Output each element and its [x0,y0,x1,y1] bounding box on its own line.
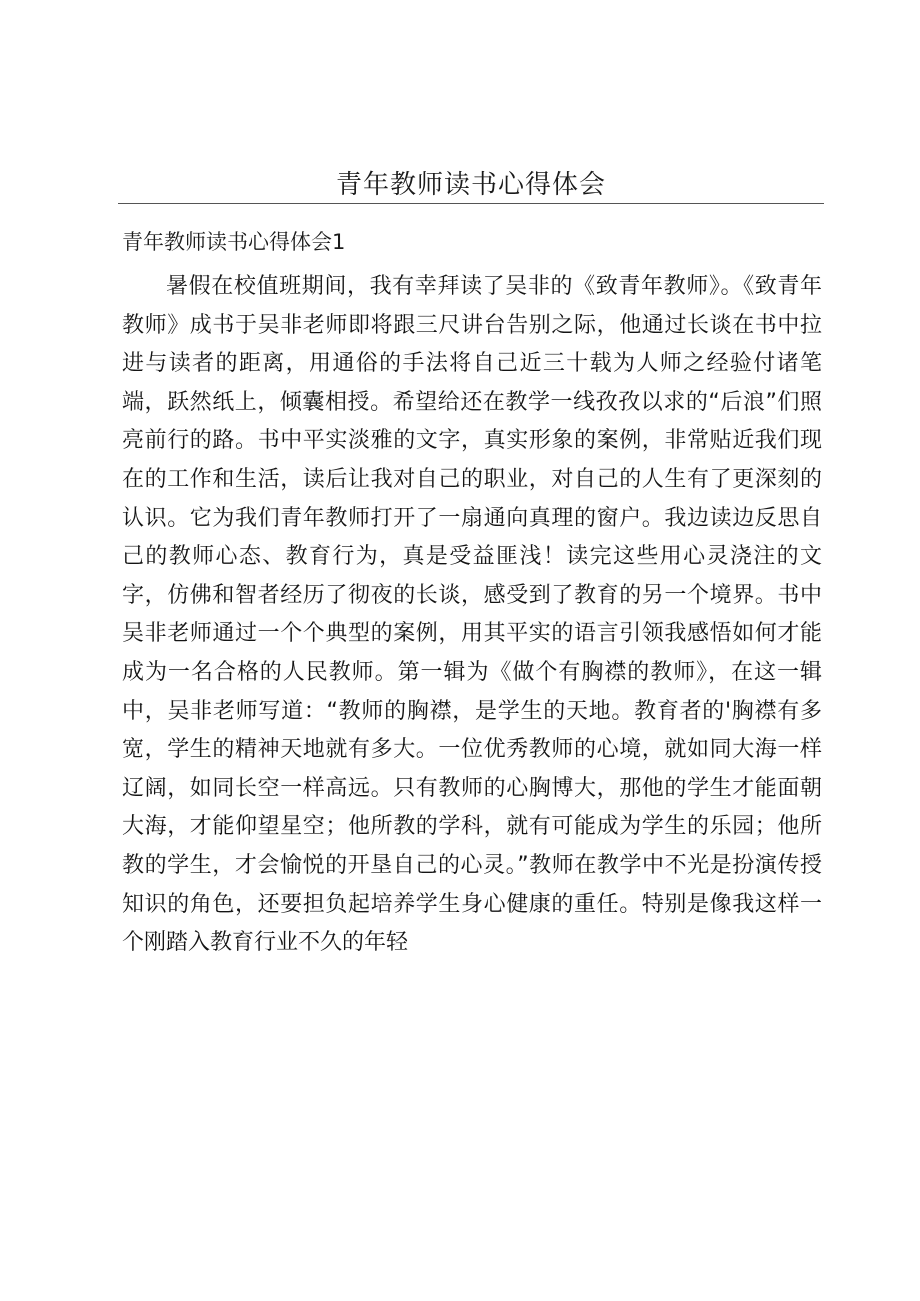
body-paragraph: 暑假在校值班期间，我有幸拜读了吴非的《致青年教师》。《致青年教师》成书于吴非老师即将跟三尺讲台告别之际，他通过长谈在书中拉进与读者的距离，用通俗的手法将自己近三十载为人师之经验付诸笔端，跃然纸上，倾囊相授。希望给还在教学一线孜孜以求的“后浪”们照亮前行的路。书中平实淡雅的文字，真实形象的案例，非常贴近我们现在的工作和生活，读后让我对自己的职业，对自己的人生有了更深刻的认识。它为我们青年教师打开了一扇通向真理的窗户。我边读边反思自己的教师心态、教育行为，真是受益匪浅！读完这些用心灵浇注的文字，仿佛和智者经历了彻夜的长谈，感受到了教育的另一个境界。书中吴非老师通过一个个典型的案例，用其平实的语言引领我感悟如何才能成为一名合格的人民教师。第一辑为《做个有胸襟的教师》，在这一辑中，吴非老师写道：“教师的胸襟，是学生的天地。教育者的'胸襟有多宽，学生的精神天地就有多大。一位优秀教师的心境，就如同大海一样辽阔，如同长空一样高远。只有教师的心胸博大，那他的学生才能面朝大海，才能仰望星空；他所教的学科，就有可能成为学生的乐园；他所教的学生，才会愉悦的开垦自己的心灵。”教师在教学中不光是扮演传授知识的角色，还要担负起培养学生身心健康的重任。特别是像我这样一个刚踏入教育行业不久的年轻 [122,274,822,956]
title-divider [118,203,824,204]
document-title: 青年教师读书心得体会 [335,170,606,200]
section-heading: 青年教师读书心得体会1 [122,230,346,254]
